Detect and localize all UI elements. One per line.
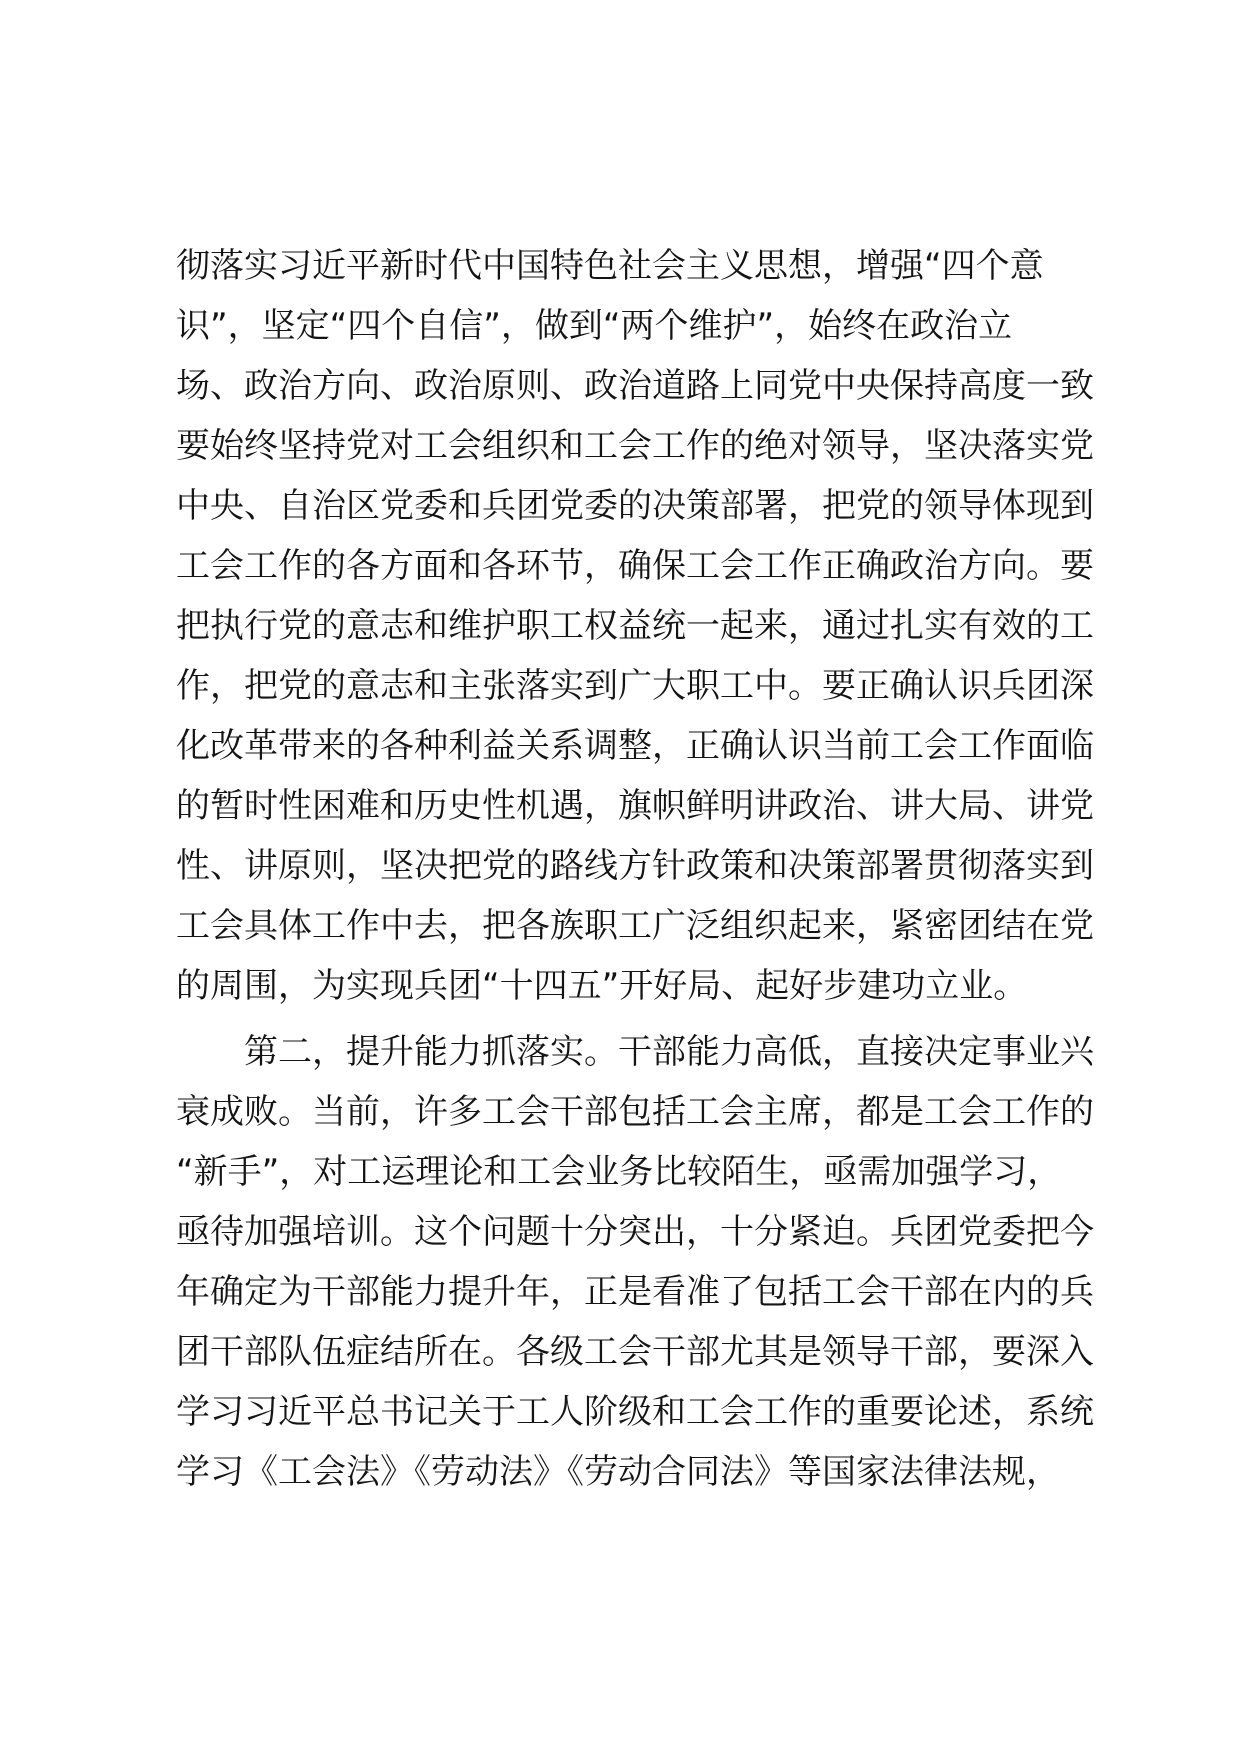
- text-line: 中央、自治区党委和兵团党委的决策部署，把党的领导体现到: [176, 486, 1094, 526]
- text-line: 团干部队伍症结所在。各级工会干部尤其是领导干部，要深入: [176, 1332, 1094, 1372]
- text-line: 工会具体工作中去，把各族职工广泛组织起来，紧密团结在党: [176, 906, 1094, 946]
- text-line: 要始终坚持党对工会组织和工会工作的绝对领导，坚决落实党: [176, 426, 1094, 466]
- text-line: 的暂时性困难和历史性机遇，旗帜鲜明讲政治、讲大局、讲党: [176, 786, 1094, 826]
- text-line: 衰成败。当前，许多工会干部包括工会主席，都是工会工作的: [176, 1092, 1094, 1132]
- text-line: 年确定为干部能力提升年，正是看准了包括工会干部在内的兵: [176, 1272, 1094, 1312]
- text-line: 识”，坚定“四个自信”，做到“两个维护”，始终在政治立: [176, 306, 1013, 346]
- paragraph-2: [176, 1022, 1096, 1502]
- text-line: 性、讲原则，坚决把党的路线方针政策和决策部署贯彻落实到: [176, 846, 1094, 886]
- text-line: 第二，提升能力抓落实。干部能力高低，直接决定事业兴: [244, 1032, 1094, 1072]
- text-line: 化改革带来的各种利益关系调整，正确认识当前工会工作面临: [176, 726, 1094, 766]
- text-line: 学习习近平总书记关于工人阶级和工会工作的重要论述，系统: [176, 1392, 1094, 1432]
- text-line: 彻落实习近平新时代中国特色社会主义思想，增强“四个意: [176, 246, 1044, 286]
- text-line: “新手”，对工运理论和工会业务比较陌生，亟需加强学习，: [176, 1152, 1062, 1192]
- text-line: 作，把党的意志和主张落实到广大职工中。要正确认识兵团深: [176, 666, 1094, 706]
- text-line: 的周围，为实现兵团“十四五”开好局、起好步建功立业。: [176, 966, 1028, 1006]
- text-line: 亟待加强培训。这个问题十分突出，十分紧迫。兵团党委把今: [176, 1212, 1094, 1252]
- text-line: 工会工作的各方面和各环节，确保工会工作正确政治方向。要: [176, 546, 1094, 586]
- document-body: [176, 236, 1096, 1502]
- paragraph-1: [176, 236, 1096, 1016]
- text-line: 场、政治方向、政治原则、政治道路上同党中央保持高度一致: [176, 366, 1094, 406]
- text-line: 学习《工会法》《劳动法》《劳动合同法》等国家法律法规，: [176, 1452, 1060, 1492]
- text-line: 把执行党的意志和维护职工权益统一起来，通过扎实有效的工: [176, 606, 1094, 646]
